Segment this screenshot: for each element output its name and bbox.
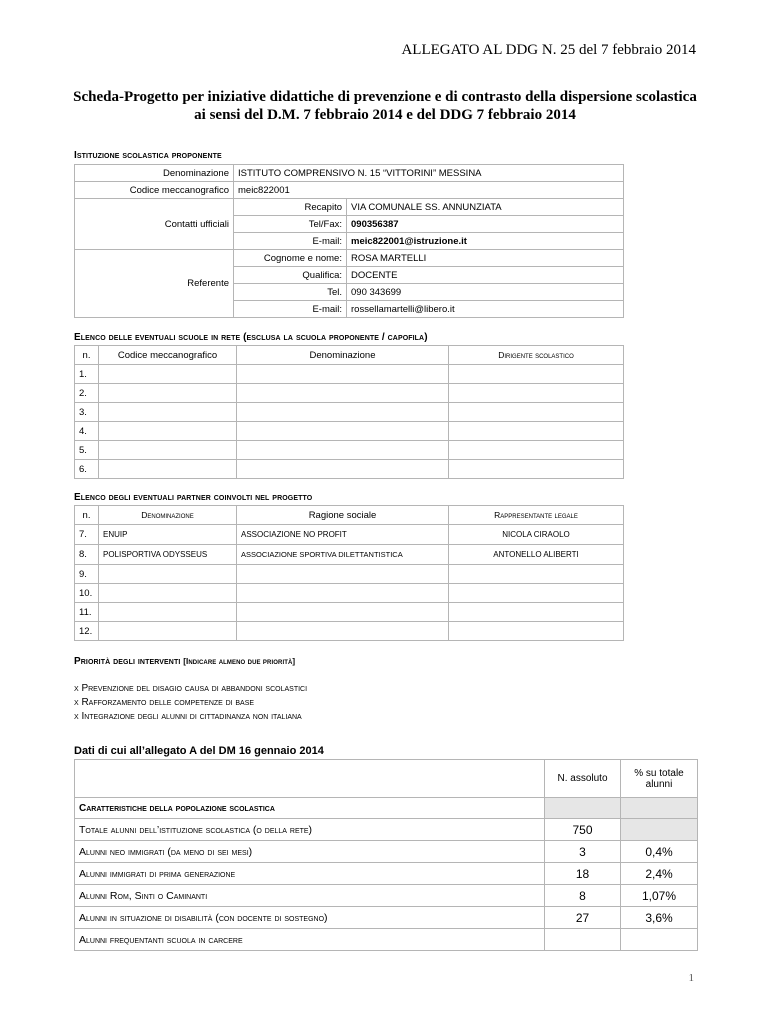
- table-row: [75, 929, 698, 951]
- cognome-label: Cognome e nome:: [234, 250, 347, 267]
- contatti-label: Contatti ufficiali: [75, 199, 234, 250]
- cell: [237, 403, 449, 422]
- cell: [237, 365, 449, 384]
- cell: [449, 403, 624, 422]
- row-number: 6.: [75, 460, 99, 479]
- partner-denominazione: ENUIP: [99, 525, 237, 545]
- rete-col-n: n.: [75, 346, 99, 365]
- page-number: 1: [688, 972, 694, 984]
- row-number: 2.: [75, 384, 99, 403]
- dati-pct: 2,4%: [621, 863, 698, 885]
- email-label: E-mail:: [234, 233, 347, 250]
- dati-label: Alunni in situazione di disabilità (con docente di sostegno): [75, 907, 545, 929]
- partner-rappresentante: NICOLA CIRAOLO: [449, 525, 624, 545]
- cell: [99, 384, 237, 403]
- page-title: [0, 88, 770, 124]
- cell: [237, 622, 449, 641]
- cognome-value: ROSA MARTELLI: [347, 250, 624, 267]
- dati-pct: 3,6%: [621, 907, 698, 929]
- tel-value: 090 343699: [347, 284, 624, 301]
- partner-col-denominazione: Denominazione: [99, 506, 237, 525]
- cell: [99, 460, 237, 479]
- table-row: [75, 384, 624, 403]
- dati-label: Totale alunni dell’istituzione scolastica (o della rete): [75, 819, 545, 841]
- rete-col-dirigente: Dirigente scolastico: [449, 346, 624, 365]
- codice-label: Codice meccanografico: [75, 182, 234, 199]
- qualifica-label: Qualifica:: [234, 267, 347, 284]
- dati-n: 8: [545, 885, 621, 907]
- table-row: [75, 603, 624, 622]
- dati-pct: 0,4%: [621, 841, 698, 863]
- table-row: [75, 907, 698, 929]
- row-number: 12.: [75, 622, 99, 641]
- cell: [449, 422, 624, 441]
- table-row: [75, 885, 698, 907]
- partner-ragione: ASSOCIAZIONE NO PROFIT: [237, 525, 449, 545]
- dati-label: Alunni neo immigrati (da meno di sei mesi): [75, 841, 545, 863]
- ref-email-value: rossellamartelli@libero.it: [347, 301, 624, 318]
- table-row: [75, 365, 624, 384]
- partner-rappresentante: ANTONELLO ALIBERTI: [449, 545, 624, 565]
- dati-label: Alunni Rom, Sinti o Caminanti: [75, 885, 545, 907]
- cell: [99, 422, 237, 441]
- table-row: [75, 841, 698, 863]
- row-number: 5.: [75, 441, 99, 460]
- recapito-value: VIA COMUNALE SS. ANNUNZIATA: [347, 199, 624, 216]
- partner-table: [74, 505, 624, 641]
- dati-blank-header: [75, 760, 545, 798]
- telfax-label: Tel/Fax:: [234, 216, 347, 233]
- grey-cell: [621, 798, 698, 819]
- dati-n: [545, 929, 621, 951]
- telfax-value: 090356387: [347, 216, 624, 233]
- row-number: 9.: [75, 565, 99, 584]
- table-row: [75, 441, 624, 460]
- table-row: [75, 403, 624, 422]
- recapito-label: Recapito: [234, 199, 347, 216]
- priorita-list: [74, 682, 307, 724]
- cell: [237, 384, 449, 403]
- dati-n: 27: [545, 907, 621, 929]
- rete-col-codice: Codice meccanografico: [99, 346, 237, 365]
- col-pct-totale: % su totale alunni: [621, 760, 698, 798]
- partner-col-rappresentante: Rappresentante legale: [449, 506, 624, 525]
- cell: [99, 584, 237, 603]
- list-item: x Prevenzione del disagio causa di abbandoni scolastici: [74, 683, 308, 694]
- cell: [237, 441, 449, 460]
- ref-email-label: E-mail:: [234, 301, 347, 318]
- codice-value: meic822001: [234, 182, 624, 199]
- cell: [237, 603, 449, 622]
- cell: [237, 584, 449, 603]
- partner-denominazione: POLISPORTIVA ODYSSEUS: [99, 545, 237, 565]
- row-number: 3.: [75, 403, 99, 422]
- list-item: x Integrazione degli alunni di cittadinanza non italiana: [74, 711, 302, 722]
- cell: [237, 565, 449, 584]
- cell: [99, 365, 237, 384]
- table-row: [75, 525, 624, 545]
- cell: [449, 460, 624, 479]
- referente-label: Referente: [75, 250, 234, 318]
- row-number: 1.: [75, 365, 99, 384]
- title-line-1: Scheda-Progetto per iniziative didattiche di prevenzione e di contrasto della dispersione scolastica: [73, 89, 697, 105]
- tel-label: Tel.: [234, 284, 347, 301]
- dati-table: [74, 759, 698, 951]
- qualifica-value: DOCENTE: [347, 267, 624, 284]
- istituzione-heading: Istituzione scolastica proponente: [74, 150, 222, 161]
- table-row: [75, 863, 698, 885]
- table-row: [75, 622, 624, 641]
- priorita-heading: Priorità degli interventi: [74, 656, 181, 667]
- rete-heading: Elenco delle eventuali scuole in rete (esclusa la scuola proponente / capofila): [74, 332, 428, 343]
- partner-ragione: ASSOCIAZIONE SPORTIVA DILETTANTISTICA: [237, 545, 449, 565]
- table-row: [75, 422, 624, 441]
- cell: [449, 603, 624, 622]
- dati-pct: 1,07%: [621, 885, 698, 907]
- cell: [99, 441, 237, 460]
- row-number: 10.: [75, 584, 99, 603]
- list-item: x Rafforzamento delle competenze di base: [74, 697, 255, 708]
- allegato-header: ALLEGATO AL DDG N. 25 del 7 febbraio 2014: [401, 42, 696, 58]
- istituzione-table: [74, 164, 624, 318]
- table-row: [75, 819, 698, 841]
- priorita-note: [Indicare almeno due priorità]: [183, 657, 296, 666]
- dati-n: 750: [545, 819, 621, 841]
- cell: [99, 565, 237, 584]
- dati-label: Alunni immigrati di prima generazione: [75, 863, 545, 885]
- cell: [449, 441, 624, 460]
- cell: [99, 403, 237, 422]
- priorita-heading-line: [74, 656, 295, 667]
- cell: [99, 622, 237, 641]
- col-n-assoluto: N. assoluto: [545, 760, 621, 798]
- cell: [237, 460, 449, 479]
- rete-col-denominazione: Denominazione: [237, 346, 449, 365]
- dati-n: 18: [545, 863, 621, 885]
- email-value: meic822001@istruzione.it: [347, 233, 624, 250]
- cell: [449, 622, 624, 641]
- partner-heading: Elenco degli eventuali partner coinvolti nel progetto: [74, 492, 313, 503]
- dati-title: Dati di cui all’allegato A del DM 16 gennaio 2014: [74, 745, 324, 757]
- cell: [449, 384, 624, 403]
- title-line-2: ai sensi del D.M. 7 febbraio 2014 e del DDG 7 febbraio 2014: [194, 107, 576, 123]
- cell: [99, 603, 237, 622]
- dati-pct: [621, 929, 698, 951]
- dati-pct: [621, 819, 698, 841]
- grey-cell: [545, 798, 621, 819]
- partner-col-ragione: Ragione sociale: [237, 506, 449, 525]
- dati-section-heading: Caratteristiche della popolazione scolastica: [75, 798, 545, 819]
- row-number: 11.: [75, 603, 99, 622]
- cell: [449, 584, 624, 603]
- rete-table: [74, 345, 624, 479]
- dati-label: Alunni frequentanti scuola in carcere: [75, 929, 545, 951]
- dati-n: 3: [545, 841, 621, 863]
- table-row: [75, 545, 624, 565]
- cell: [449, 565, 624, 584]
- denominazione-label: Denominazione: [75, 165, 234, 182]
- row-number: 8.: [75, 545, 99, 565]
- cell: [449, 365, 624, 384]
- table-row: [75, 584, 624, 603]
- partner-col-n: n.: [75, 506, 99, 525]
- table-row: [75, 565, 624, 584]
- table-row: [75, 460, 624, 479]
- row-number: 7.: [75, 525, 99, 545]
- row-number: 4.: [75, 422, 99, 441]
- denominazione-value: ISTITUTO COMPRENSIVO N. 15 “VITTORINI” MESSINA: [234, 165, 624, 182]
- cell: [237, 422, 449, 441]
